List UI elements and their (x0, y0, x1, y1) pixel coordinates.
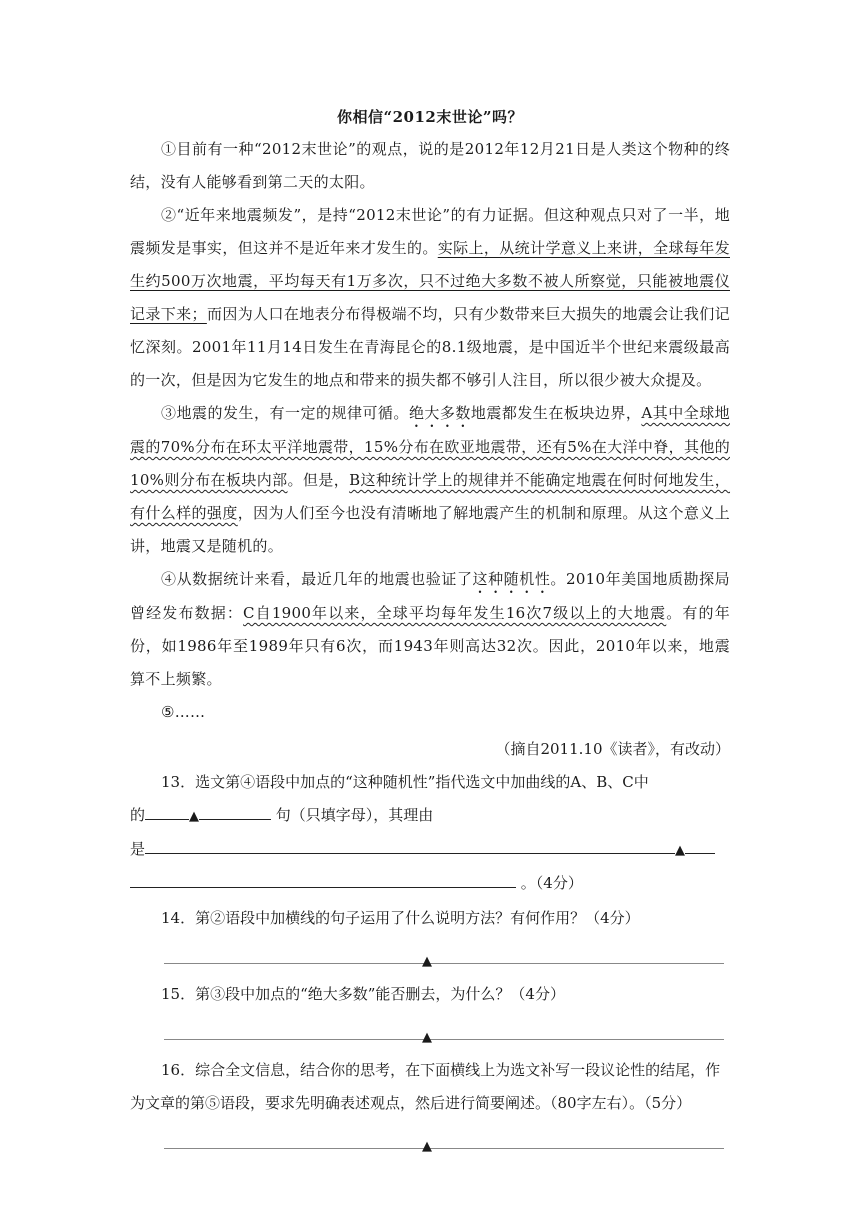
question-15: 15．第③段中加点的“绝大多数”能否删去，为什么？（4分） (161, 985, 565, 1003)
paragraph-5: ⑤…… (161, 703, 206, 721)
q15-answer-line[interactable] (164, 1011, 724, 1045)
q13-reason-prefix: 是 (130, 840, 146, 858)
q13-reason-blank[interactable] (145, 833, 675, 854)
question-13-line-3 (130, 833, 730, 867)
q16-answer-line[interactable] (164, 1120, 724, 1154)
question-13-line-2 (130, 799, 730, 833)
wavy-sentence-b: B这种统计学上的规律并不能确定地震在何时何地发生，有什么样的强度 (130, 471, 731, 522)
q13-blank-right[interactable] (199, 799, 271, 820)
paragraph-3 (130, 397, 730, 563)
paragraph-1: ①目前有一种“2012末世论”的观点，说的是2012年12月21日是人类这个物种的终结，没有人能够看到第二天的太阳。 (130, 140, 730, 191)
q13-prefix: 的 (130, 806, 146, 824)
q13-score: 。（4分） (520, 874, 583, 892)
underlined-sentence: 实际上，从统计学意义上来讲，全球每年发生约500万次地震，平均每天有1万多次，只不过绝大多数不被人所察觉，只能被地震仪记录下来； (130, 239, 730, 323)
answer-marker-icon: ▲ (675, 843, 686, 858)
paragraph-4-text-2: 。2010年美国地质勘探局曾经发布数据： (130, 570, 730, 622)
article-title: 你相信“2012末世论”吗？ (336, 108, 523, 126)
question-13-line-4 (130, 867, 730, 900)
paragraph-2-rest: 而因为人口在地表分布得极端不均，只有少数带来巨大损失的地震会让我们记忆深刻。2001年11月14日发生在青海昆仑的8.1级地震，是中国近半个世纪来震级最高的一次，但是因为它发生的地点和带来的损失都不够引人注目，所以很少被大众提及。 (130, 305, 730, 389)
paragraph-3-text-2: 地震都发生在板块边界， (470, 404, 642, 422)
q13-suffix: 句（只填字母），其理由 (275, 806, 434, 824)
question-13-line-1: 13．选文第④语段中加点的“这种随机性”指代选文中加曲线的A、B、C中 (161, 773, 649, 791)
paragraph-4 (130, 563, 730, 696)
document-page (130, 100, 730, 1163)
answer-marker-icon: ▲ (422, 954, 432, 969)
paragraph-3-text-3: 。但是， (287, 471, 350, 489)
answer-marker-icon: ▲ (422, 1139, 432, 1154)
question-16: 16．综合全文信息，结合你的思考，在下面横线上为选文补写一段议论性的结尾，作为文章的第⑤语段，要求先明确表述观点，然后进行简要阐述。（80字左右）。（5分） (130, 1061, 721, 1112)
q13-reason-blank-end[interactable] (685, 833, 715, 854)
paragraph-2 (130, 199, 730, 397)
question-14: 14．第②语段中加横线的句子运用了什么说明方法？有何作用？（4分） (161, 909, 640, 927)
paragraph-3-text: ③地震的发生，有一定的规律可循。 (161, 404, 409, 422)
dotted-phrase-randomness: 这种随机性 (472, 570, 551, 588)
q13-blank-left[interactable] (145, 799, 189, 820)
dotted-phrase-majority: 绝大多数 (408, 404, 471, 422)
q13-reason-blank-2[interactable] (130, 867, 516, 888)
paragraph-4-text: ④从数据统计来看，最近几年的地震也验证了 (161, 570, 473, 588)
paragraph-4-text-3: 。有的年份，如1986年至1989年只有6次，而1943年则高达32次。因此，2010年以来，地震算不上频繁。 (130, 604, 730, 688)
paragraph-2-text: ②“近年来地震频发”，是持“2012末世论”的有力证据。但这种观点只对了一半，地震频发是事实，但这并不是近年来才发生的。 (130, 206, 730, 257)
answer-marker-icon: ▲ (422, 1030, 432, 1045)
wavy-sentence-c: C自1900年以来，全球平均每年发生16次7级以上的大地震 (243, 604, 667, 622)
paragraph-3-text-4: ，因为人们至今也没有清晰地了解地震产生的机制和原理。从这个意义上讲，地震又是随机的。 (130, 504, 730, 555)
q14-answer-line[interactable] (164, 935, 724, 969)
source-citation: （摘自2011.10《读者》，有改动） (495, 740, 730, 758)
wavy-sentence-a: A其中全球地震的70%分布在环太平洋地震带，15%分布在欧亚地震带，还有5%在大洋中脊，其他的10%则分布在板块内部 (130, 404, 730, 489)
answer-marker-icon: ▲ (189, 809, 200, 824)
